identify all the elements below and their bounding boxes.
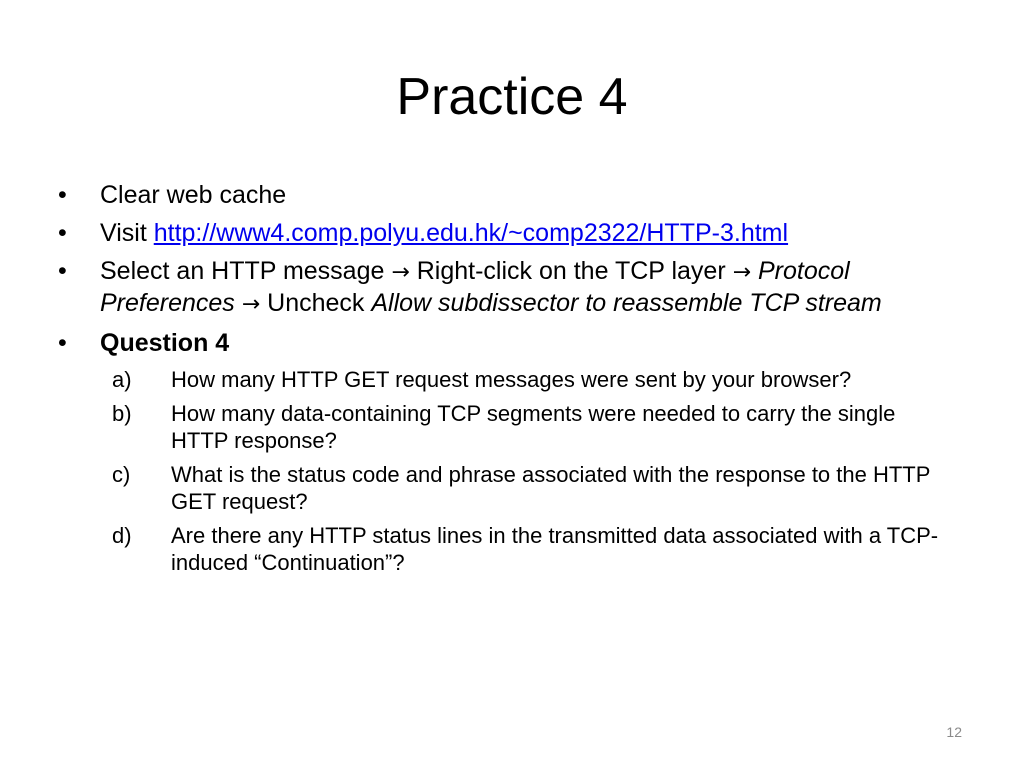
question-text: Are there any HTTP status lines in the transmitted data associated with a TCP-induced “Continuation”? bbox=[171, 523, 939, 575]
arrow-right-icon: → bbox=[241, 292, 261, 317]
bullet-text: Select an HTTP message bbox=[100, 257, 392, 285]
question-marker: d) bbox=[112, 523, 132, 548]
bullet-icon: • bbox=[58, 219, 67, 247]
bullet-icon: • bbox=[58, 181, 67, 209]
bullet-visit bbox=[58, 218, 958, 248]
question-heading: Question 4 bbox=[100, 329, 230, 357]
protocol-preferences-text: Protocol Preferences bbox=[100, 257, 850, 317]
bullet-icon: • bbox=[58, 257, 67, 285]
bullet-question-4 bbox=[58, 328, 958, 358]
question-text: How many data-containing TCP segments were needed to carry the single HTTP response? bbox=[171, 401, 896, 453]
bullet-icon: • bbox=[58, 329, 67, 357]
question-text: How many HTTP GET request messages were sent by your browser? bbox=[171, 367, 852, 392]
slide-title: Practice 4 bbox=[396, 68, 628, 126]
question-marker: c) bbox=[112, 462, 131, 487]
bullet-select-message bbox=[58, 256, 958, 320]
bullet-text: Visit bbox=[100, 219, 154, 247]
allow-subdissector-text: Allow subdissector to reassemble TCP stream bbox=[371, 289, 882, 317]
http-3-link[interactable]: http://www4.comp.polyu.edu.hk/~comp2322/HTTP-3.html bbox=[153, 219, 789, 247]
question-item-b bbox=[58, 400, 958, 454]
question-item-a bbox=[58, 366, 958, 393]
question-item-c bbox=[58, 461, 958, 515]
bullet-text: Clear web cache bbox=[100, 181, 287, 209]
slide-body bbox=[58, 180, 958, 583]
page-number: 12 bbox=[946, 724, 962, 740]
question-marker: b) bbox=[112, 401, 132, 426]
bullet-clear-cache bbox=[58, 180, 958, 210]
question-list bbox=[58, 366, 958, 576]
arrow-right-icon: → bbox=[732, 260, 752, 285]
arrow-right-icon: → bbox=[391, 260, 410, 285]
question-marker: a) bbox=[112, 367, 132, 392]
bullet-text: Right-click on the TCP layer bbox=[409, 257, 733, 285]
question-text: What is the status code and phrase associated with the response to the HTTP GET request? bbox=[171, 462, 931, 514]
question-item-d bbox=[58, 522, 958, 576]
bullet-text: Uncheck bbox=[260, 289, 372, 317]
